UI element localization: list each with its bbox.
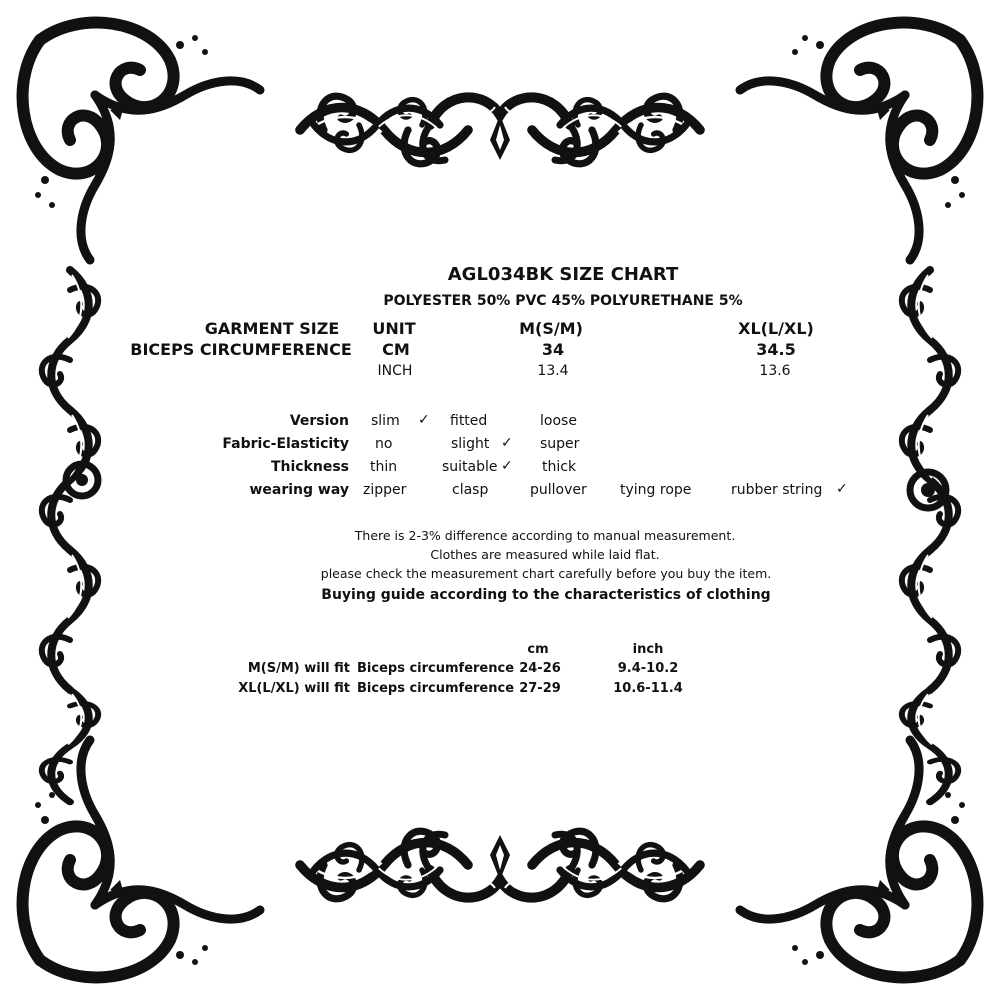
fit-measure: Biceps circumference (357, 661, 515, 676)
unit-header: UNIT (372, 319, 416, 338)
attribute-option: pullover (530, 482, 587, 498)
note-measurement-difference: There is 2-3% difference according to manual measurement. (354, 528, 736, 543)
fit-size-m: M(S/M) will fit (247, 661, 350, 676)
attribute-option: loose (540, 413, 577, 429)
attribute-option: slim (371, 413, 400, 429)
attribute-option: no (375, 436, 393, 452)
attribute-option: slight (451, 436, 490, 452)
note-laid-flat: Clothes are measured while laid flat. (430, 547, 660, 562)
unit-inch: INCH (377, 363, 413, 379)
attribute-option: clasp (452, 482, 489, 498)
attribute-option: tying rope (620, 482, 692, 498)
fit-measure: Biceps circumference (357, 681, 515, 696)
fit-column-inch: inch (632, 642, 664, 657)
fit-column-cm: cm (527, 642, 549, 657)
check-icon: ✓ (501, 435, 513, 451)
attribute-option: thin (370, 459, 398, 475)
garment-size-label: GARMENT SIZE (204, 319, 340, 338)
attribute-option: fitted (450, 413, 488, 429)
note-check-chart: please check the measurement chart carefully before you buy the item. (320, 566, 772, 581)
attribute-option: thick (542, 459, 577, 475)
check-icon: ✓ (836, 481, 848, 497)
attribute-label-thickness: Thickness (270, 459, 349, 475)
fit-cm-m: 24-26 (519, 661, 561, 676)
cm-value-m: 34 (541, 340, 565, 359)
attribute-label-elasticity: Fabric-Elasticity (222, 436, 349, 452)
fit-inch-m: 9.4-10.2 (617, 661, 679, 676)
material-composition: POLYESTER 50% PVC 45% POLYURETHANE 5% (383, 293, 743, 309)
size-header-m: M(S/M) (519, 319, 583, 338)
chart-title: AGL034BK SIZE CHART (447, 264, 679, 285)
attribute-option: suitable (442, 459, 498, 475)
attribute-label-wearing-way: wearing way (249, 482, 349, 498)
buying-guide-title: Buying guide according to the characteristics of clothing (321, 587, 771, 603)
attribute-option: zipper (363, 482, 407, 498)
fit-size-xl: XL(L/XL) will fit (238, 681, 350, 696)
size-header-xl: XL(L/XL) (738, 319, 814, 338)
fit-cm-xl: 27-29 (519, 681, 561, 696)
check-icon: ✓ (418, 412, 430, 428)
biceps-circumference-label: BICEPS CIRCUMFERENCE (130, 340, 352, 359)
attribute-option: rubber string (731, 482, 823, 498)
inch-value-xl: 13.6 (759, 363, 791, 379)
attribute-option: super (540, 436, 580, 452)
unit-cm: CM (382, 340, 410, 359)
inch-value-m: 13.4 (537, 363, 569, 379)
check-icon: ✓ (501, 458, 513, 474)
fit-inch-xl: 10.6-11.4 (613, 681, 683, 696)
cm-value-xl: 34.5 (756, 340, 796, 359)
attribute-label-version: Version (289, 413, 349, 429)
